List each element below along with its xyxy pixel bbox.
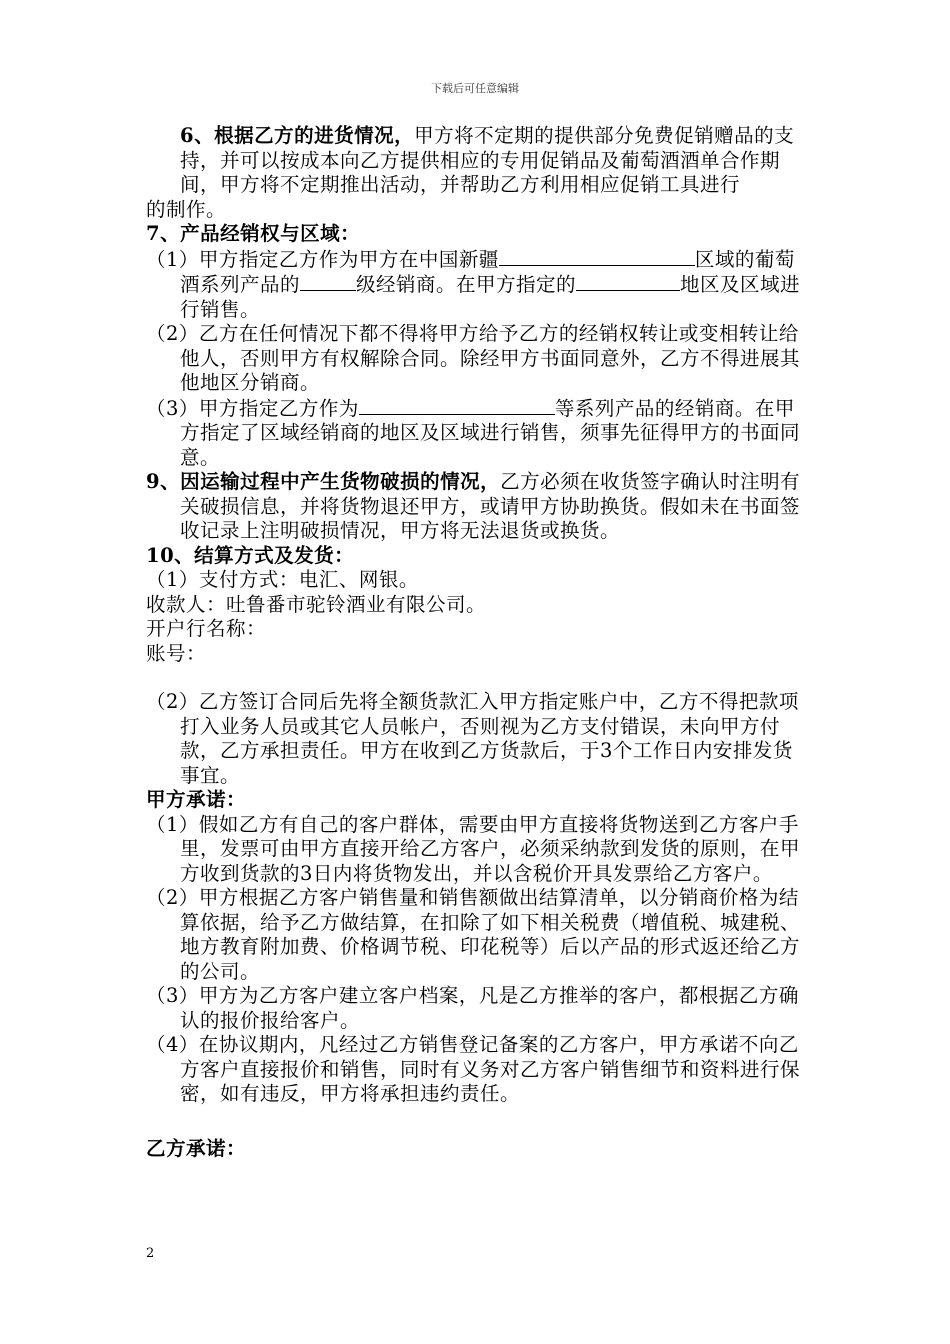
s7-i3-a: （3）甲方指定乙方作为 xyxy=(146,396,359,420)
payee-line: 收款人：吐鲁番市驼铃酒业有限公司。 xyxy=(146,592,487,616)
s7-i3-b: 等系列产品的经销商。在甲方指定了区域经销商的地区及区域进行销售，须事先征得甲方的书面同意。 xyxy=(180,396,801,469)
bank-line: 开户行名称： xyxy=(146,617,267,640)
party-a-item-2: （2）甲方根据乙方客户销售量和销售额做出结算清单，以分销商价格为结算依据，给予乙方做结算，在扣除了如下相关税费（增值税、城建税、地方教育附加费、价格调节税、印花税等）后以产品的形式返还给乙方的公司。 xyxy=(146,886,801,983)
page-number: 2 xyxy=(146,1246,155,1261)
section-6 xyxy=(146,124,806,198)
party-a-item-3: （3）甲方为乙方客户建立客户档案，凡是乙方推举的客户，都根据乙方确认的报价报给客户。 xyxy=(146,984,799,1032)
party-a-item-1: （1）假如乙方有自己的客户群体，需要由甲方直接将货物送到乙方客户手里，发票可由甲方直接开给乙方客户，必须采纳款到发货的原则，在甲方收到货款的3日内将货物发出，并以含税价开具发票给乙方客户。 xyxy=(146,812,801,885)
level-blank xyxy=(300,272,356,291)
s7-i1-c: 级经销商。在甲方指定的 xyxy=(356,273,577,296)
product-blank xyxy=(359,396,555,415)
section-9-text: 乙方必须在收货签字确认时注明有关破损信息，并将货物退还甲方，或请甲方协助换货。假如未在书面签收记录上注明破损情况，甲方将无法退货或换货。 xyxy=(180,470,801,542)
s7-i1-b: 区域的葡萄酒系列产品的 xyxy=(180,247,795,296)
party-a-title: 甲方承诺： xyxy=(146,788,247,811)
section-10-item-1: （1）支付方式：电汇、网银。 xyxy=(146,568,419,591)
section-7-item-1 xyxy=(146,247,806,323)
page-header: 下载后可任意编辑 xyxy=(431,82,519,95)
area-blank xyxy=(576,272,680,291)
section-6-text: 甲方将不定期的提供部分免费促销赠品的支持，并可以按成本向乙方提供相应的专用促销品及葡萄酒酒单合作期间，甲方将不定期推出活动，并帮助乙方利用相应促销工具进行 xyxy=(180,124,795,196)
document-body xyxy=(146,124,806,1161)
section-7-title: 7、产品经销权与区域： xyxy=(146,222,361,245)
section-9 xyxy=(146,470,806,544)
account-line: 账号： xyxy=(146,641,207,665)
section-10-title: 10、结算方式及发货： xyxy=(146,543,355,567)
party-a-item-4: （4）在协议期内，凡经过乙方销售登记备案的乙方客户，甲方承诺不向乙方客户直接报价和销售，同时有义务对乙方客户销售细节和资料进行保密，如有违反，甲方将承担违约责任。 xyxy=(146,1033,801,1105)
party-b-title: 乙方承诺： xyxy=(146,1136,247,1160)
s7-i1-a: （1）甲方指定乙方作为甲方在中国新疆 xyxy=(146,247,499,271)
region-blank xyxy=(499,247,695,266)
section-7-item-3 xyxy=(146,396,806,471)
spacer xyxy=(146,666,806,690)
section-10-item-2: （2）乙方签订合同后先将全额货款汇入甲方指定账户中，乙方不得把款项打入业务人员或其它人员帐户，否则视为乙方支付错误，未向甲方付款，乙方承担责任。甲方在收到乙方货款后，于3个工作日内安排发货事宜。 xyxy=(146,690,799,787)
section-6-title: 6、根据乙方的进货情况， xyxy=(180,124,415,147)
section-6-tail: 的制作。 xyxy=(146,197,227,221)
section-7-item-2: （2）乙方在任何情况下都不得将甲方给予乙方的经销权转让或变相转让给他人，否则甲方有权解除合同。除经甲方书面同意外，乙方不得进展其他地区分销商。 xyxy=(146,322,801,394)
s7-i1-d: 地区及区域进行销售。 xyxy=(180,273,801,321)
spacer xyxy=(146,1107,806,1137)
section-9-title: 9、因运输过程中产生货物破损的情况， xyxy=(146,470,501,493)
